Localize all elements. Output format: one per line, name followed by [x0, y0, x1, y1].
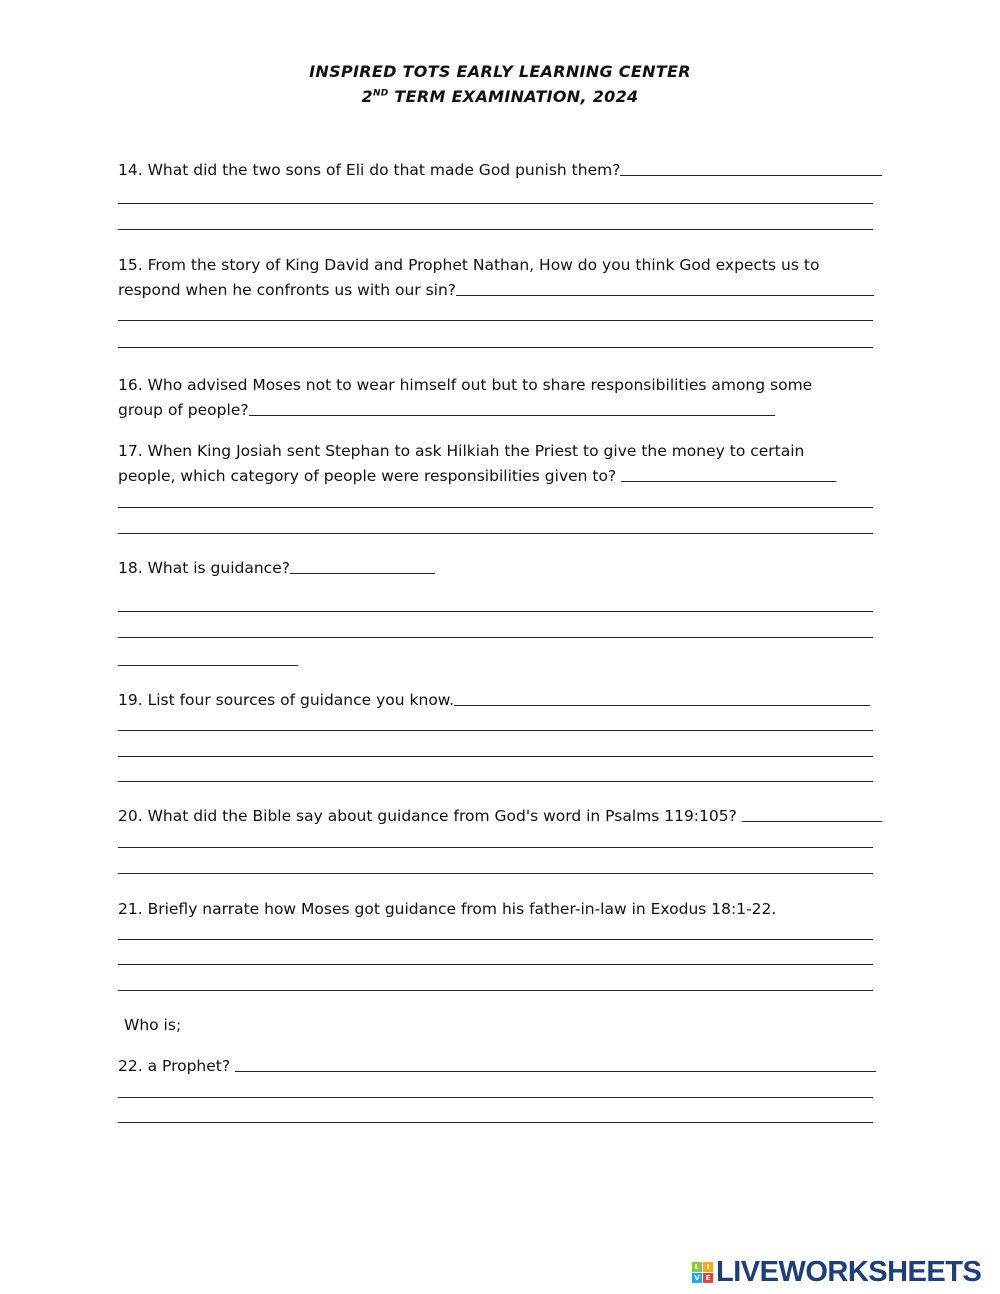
exam-title	[0, 87, 1000, 106]
logo-tile: I	[703, 1262, 713, 1272]
question-14	[118, 157, 882, 179]
question-text: people, which category of people were responsibilities given to?	[118, 467, 622, 485]
answer-line[interactable]	[118, 781, 873, 782]
answer-line[interactable]	[118, 1097, 873, 1098]
answer-line[interactable]	[118, 756, 873, 757]
brand-name: LIVEWORKSHEETS	[716, 1256, 982, 1288]
question-text: 21. Briefly narrate how Moses got guidance from his father-in-law in Exodus 18:1-22.	[118, 900, 777, 918]
question-text: respond when he confronts us with our sin?	[118, 281, 457, 299]
exam-number: 2	[361, 87, 373, 106]
question-22	[118, 1053, 876, 1075]
answer-line[interactable]	[118, 533, 873, 534]
answer-line-short[interactable]	[118, 665, 298, 666]
liveworksheets-logo	[692, 1256, 981, 1289]
exam-superscript: ND	[372, 88, 389, 99]
question-text: 18. What is guidance?	[118, 559, 290, 577]
question-17-line-2	[118, 463, 836, 485]
question-17-line-1	[118, 438, 804, 460]
answer-blank[interactable]	[621, 481, 836, 482]
answer-line[interactable]	[118, 637, 873, 638]
answer-line[interactable]	[118, 229, 873, 230]
question-text: 16. Who advised Moses not to wear himself out but to share responsibilities among some	[118, 376, 813, 394]
answer-line[interactable]	[118, 507, 873, 508]
exam-title-rest: TERM EXAMINATION, 2024	[388, 87, 639, 106]
question-15-line-1	[118, 252, 819, 274]
question-18	[118, 555, 435, 577]
section-label-text: Who is;	[124, 1016, 182, 1034]
answer-line[interactable]	[118, 1122, 873, 1123]
answer-line[interactable]	[118, 873, 873, 874]
question-text: 14. What did the two sons of Eli do that made God punish them?	[118, 161, 621, 179]
logo-tile: L	[692, 1262, 702, 1272]
question-text: 15. From the story of King David and Prophet Nathan, How do you think God expects us to	[118, 256, 820, 274]
question-21	[118, 896, 776, 918]
answer-blank[interactable]	[235, 1071, 876, 1072]
question-text: 20. What did the Bible say about guidance from God's word in Psalms 119:105?	[118, 807, 742, 825]
section-label	[124, 1012, 181, 1034]
answer-line[interactable]	[118, 730, 873, 731]
question-text: 19. List four sources of guidance you know.	[118, 691, 454, 709]
answer-blank[interactable]	[454, 705, 870, 706]
answer-blank[interactable]	[620, 175, 882, 176]
answer-line[interactable]	[118, 611, 873, 612]
question-text: group of people?	[118, 401, 249, 419]
school-name: INSPIRED TOTS EARLY LEARNING CENTER	[309, 62, 691, 81]
question-19	[118, 687, 870, 709]
answer-line[interactable]	[118, 939, 873, 940]
question-16-line-2	[118, 397, 775, 419]
question-text: 22. a Prophet?	[118, 1057, 236, 1075]
question-16-line-1	[118, 372, 812, 394]
logo-tile: E	[703, 1273, 713, 1283]
question-text: 17. When King Josiah sent Stephan to ask Hilkiah the Priest to give the money to certain	[118, 442, 805, 460]
answer-line[interactable]	[118, 964, 873, 965]
logo-tiles-icon	[692, 1262, 713, 1283]
answer-line[interactable]	[118, 990, 873, 991]
logo-tile: V	[692, 1273, 702, 1283]
answer-line[interactable]	[118, 203, 873, 204]
answer-blank[interactable]	[290, 573, 435, 574]
answer-blank[interactable]	[742, 821, 882, 822]
answer-line[interactable]	[118, 847, 873, 848]
answer-blank[interactable]	[456, 295, 874, 296]
question-15-line-2	[118, 277, 874, 299]
answer-line[interactable]	[118, 320, 873, 321]
answer-blank[interactable]	[249, 415, 775, 416]
question-20	[118, 803, 882, 825]
answer-line[interactable]	[118, 347, 873, 348]
